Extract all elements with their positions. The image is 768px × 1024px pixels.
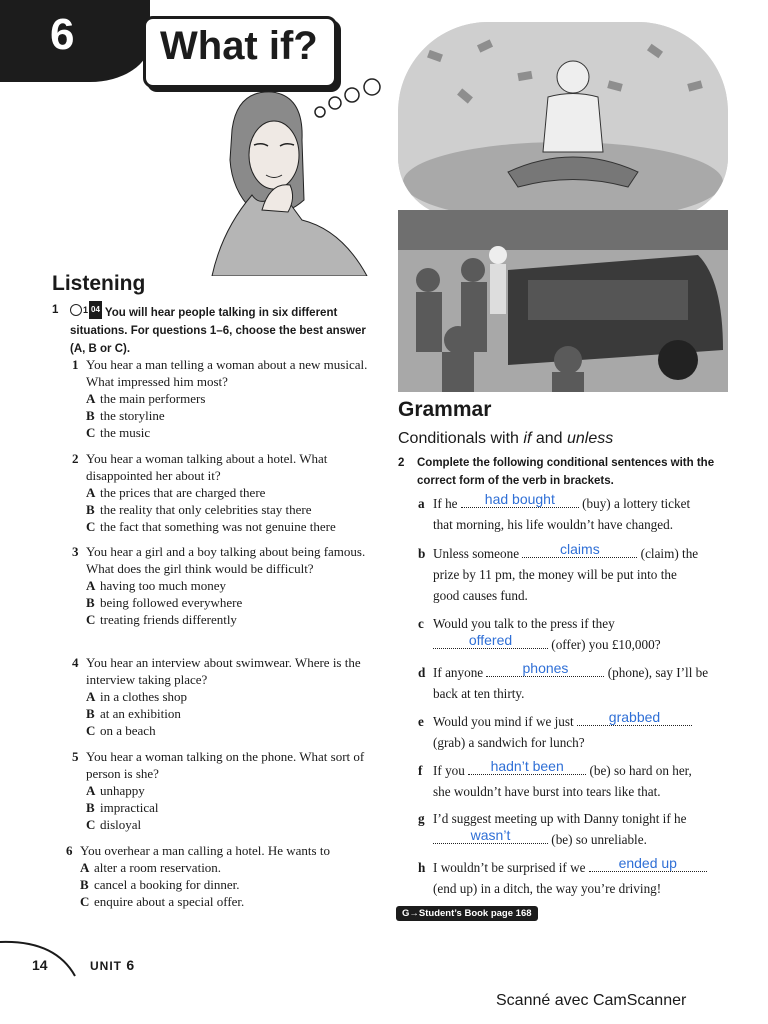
- question-5: 5 You hear a woman talking on the phone. What sort of person is she? A unhappy B impractical C disloyal: [86, 748, 386, 833]
- question-6: 6 You overhear a man calling a hotel. He wants to A alter a room reservation. B cancel a booking for dinner. C enquire about a special offer.: [80, 842, 380, 910]
- instruction-text: You will hear people talking in six different situations. For questions 1–6, choose the best answer (A, B or C).: [70, 307, 366, 355]
- question-3: 3 You hear a girl and a boy talking about being famous. What does the girl think would be difficult? A having too much money B being followed everywhere C treating friends differently: [86, 543, 386, 628]
- unit-number: 6: [50, 10, 75, 59]
- question-text: You overhear a man calling a hotel. He wants to: [80, 843, 330, 858]
- grammar-item-h: h I wouldn’t be surprised if we ended up (end up) in a ditch, the way you’re driving!: [433, 857, 728, 899]
- question-4: 4 You hear an interview about swimwear. Where is the interview taking place? A in a clothes shop B at an exhibition C on a beach: [86, 654, 386, 739]
- scanner-watermark: Scanné avec CamScanner: [496, 992, 687, 1009]
- option-b[interactable]: B impractical: [86, 800, 159, 815]
- option-c[interactable]: C enquire about a special offer.: [80, 894, 245, 909]
- grammar-item-a: a If he had bought (buy) a lottery ticket that morning, his life wouldn’t have changed.: [418, 491, 691, 532]
- option-a[interactable]: A having too much money: [86, 578, 227, 593]
- listening-instruction: [52, 301, 380, 358]
- option-b[interactable]: B being followed everywhere: [86, 595, 243, 610]
- answer-blank[interactable]: phones: [486, 662, 604, 677]
- option-a[interactable]: A unhappy: [86, 783, 145, 798]
- answer-blank[interactable]: offered: [433, 634, 548, 649]
- page-number: 14: [32, 957, 48, 973]
- unit-tab: [0, 0, 150, 82]
- question-text: You hear a woman talking on the phone. What sort of person is she?: [86, 749, 365, 781]
- question-1: 1 You hear a man telling a woman about a new musical. What impressed him most? A the main performers B the storyline C the music: [86, 356, 386, 441]
- grammar-item-b: b Unless someone claims (claim) the prize by 11 pm, the money will be put into the good causes fund.: [418, 541, 699, 603]
- answer-blank[interactable]: ended up: [589, 857, 707, 872]
- grammar-subheading: Conditionals with if and unless: [398, 430, 614, 447]
- answer-blank[interactable]: had bought: [461, 493, 579, 508]
- option-c[interactable]: C disloyal: [86, 817, 142, 832]
- option-a[interactable]: A in a clothes shop: [86, 689, 188, 704]
- answer-blank[interactable]: hadn’t been: [468, 760, 586, 775]
- question-text: You hear an interview about swimwear. Where is the interview taking place?: [86, 655, 361, 687]
- students-book-reference[interactable]: G→Student’s Book page 168: [396, 906, 538, 921]
- money-dream-illustration: [398, 22, 728, 217]
- audio-track-icon[interactable]: 1 04: [70, 301, 102, 319]
- question-text: You hear a girl and a boy talking about being famous. What does the girl think would be difficult?: [86, 544, 366, 576]
- grammar-item-c: c Would you talk to the press if they offered (offer) you £10,000?: [418, 616, 661, 652]
- option-c[interactable]: C on a beach: [86, 723, 156, 738]
- question-text: You hear a woman talking about a hotel. What disappointed her about it?: [86, 451, 328, 483]
- option-a[interactable]: A the prices that are charged there: [86, 485, 266, 500]
- option-c[interactable]: C treating friends differently: [86, 612, 237, 627]
- answer-blank[interactable]: claims: [522, 543, 637, 558]
- grammar-item-f: f If you hadn’t been (be) so hard on her, she wouldn’t have burst into tears like that.: [418, 758, 692, 799]
- grammar-heading: Grammar: [398, 398, 492, 421]
- option-a[interactable]: A alter a room reservation.: [80, 860, 222, 875]
- option-b[interactable]: B the reality that only celebrities stay there: [86, 502, 312, 517]
- question-text: You hear a man telling a woman about a new musical. What impressed him most?: [86, 357, 368, 389]
- footer-unit-label: UNIT 6: [90, 957, 136, 973]
- thinking-woman-illustration: [192, 70, 412, 276]
- grammar-item-g: g I’d suggest meeting up with Danny tonight if he wasn’t (be) so unreliable.: [418, 811, 687, 847]
- exercise-number: 1: [52, 304, 59, 316]
- page-title: What if?: [160, 24, 318, 68]
- option-b[interactable]: B at an exhibition: [86, 706, 181, 721]
- option-c[interactable]: C the music: [86, 425, 151, 440]
- listening-heading: Listening: [52, 272, 146, 295]
- grammar-item-d: d If anyone phones (phone), say I’ll be back at ten thirty.: [418, 660, 709, 701]
- question-2: 2 You hear a woman talking about a hotel. What disappointed her about it? A the prices that are charged there B the reality that only celebrities stay there C the fact that something was not genuine there: [86, 450, 386, 535]
- grammar-instruction: 2 Complete the following conditional sentences with the correct form of the verb in brackets.: [417, 454, 727, 490]
- option-a[interactable]: A the main performers: [86, 391, 206, 406]
- exercise-number: 2: [398, 457, 405, 469]
- option-c[interactable]: C the fact that something was not genuine there: [86, 519, 336, 534]
- option-b[interactable]: B cancel a booking for dinner.: [80, 877, 240, 892]
- answer-blank[interactable]: grabbed: [577, 711, 692, 726]
- option-b[interactable]: B the storyline: [86, 408, 165, 423]
- grammar-item-e: e Would you mind if we just grabbed (grab) a sandwich for lunch?: [433, 711, 728, 753]
- answer-blank[interactable]: wasn’t: [433, 829, 548, 844]
- paparazzi-limo-illustration: [398, 210, 728, 392]
